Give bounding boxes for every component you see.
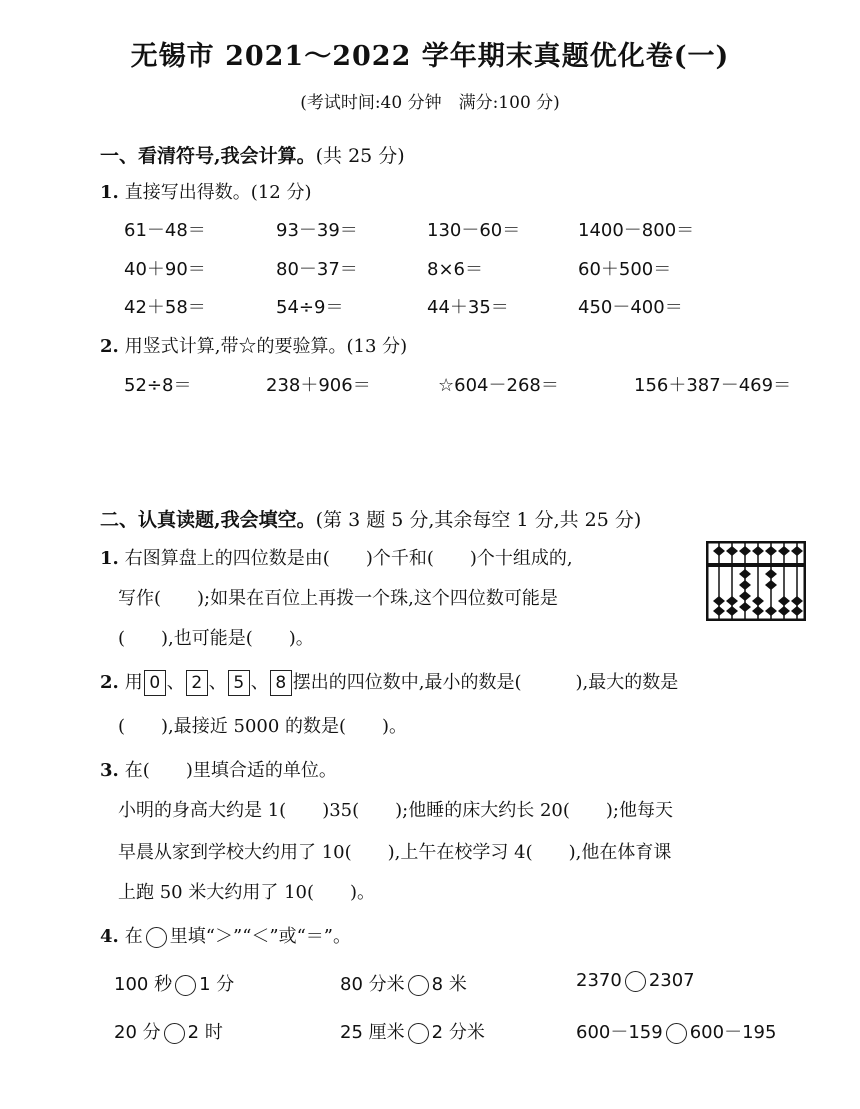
calc-item: 1400－800＝ xyxy=(578,220,695,241)
calc-item: 130－60＝ xyxy=(427,220,521,241)
question-text: 用竖式计算,带☆的要验算。(13 分) xyxy=(124,336,408,357)
calc-item: 156＋387－469＝ xyxy=(634,375,792,396)
question-number: 2. xyxy=(100,336,119,357)
question-2-3 xyxy=(100,756,337,782)
answer-circle[interactable] xyxy=(625,971,646,992)
exam-info: (考试时间:40 分钟 满分:100 分) xyxy=(300,93,560,113)
question-number: 2. xyxy=(100,672,119,693)
digit-card: 8 xyxy=(270,670,292,696)
section-1-heading xyxy=(100,141,405,168)
compare-right: 2 分米 xyxy=(431,1022,485,1043)
question-2-1 xyxy=(100,544,573,570)
calc-item: ☆604－268＝ xyxy=(438,375,559,396)
compare-right: 8 米 xyxy=(431,974,467,995)
question-number: 3. xyxy=(100,760,119,781)
calc-item: 40＋90＝ xyxy=(124,259,206,280)
question-pre: 在 xyxy=(124,926,143,947)
question-line: 写作( );如果在百位上再拨一个珠,这个四位数可能是 xyxy=(118,588,558,609)
calc-item: 238＋906＝ xyxy=(266,375,371,396)
calc-item: 60＋500＝ xyxy=(578,259,672,280)
question-line: ( ),也可能是( )。 xyxy=(118,628,314,649)
question-prefix: 用 xyxy=(124,672,143,693)
question-1-1 xyxy=(100,178,311,204)
question-2-4 xyxy=(100,922,351,948)
calc-item: 44＋35＝ xyxy=(427,297,509,318)
calc-item: 8×6＝ xyxy=(427,259,483,280)
page-title: 无锡市 2021～2022 学年期末真题优化卷(一) xyxy=(130,41,730,72)
question-suffix: 摆出的四位数中,最小的数是( ),最大的数是 xyxy=(292,672,679,693)
compare-item xyxy=(340,970,467,996)
question-1-2 xyxy=(100,332,407,358)
section-2-score: (第 3 题 5 分,其余每空 1 分,共 25 分) xyxy=(315,509,642,531)
calc-item: 42＋58＝ xyxy=(124,297,206,318)
question-line: 小明的身高大约是 1( )35( );他睡的床大约长 20( );他每天 xyxy=(118,800,673,821)
separator: 、 xyxy=(166,672,185,693)
question-line: ( ),最接近 5000 的数是( )。 xyxy=(118,716,408,737)
section-2-heading xyxy=(100,505,641,532)
question-number: 4. xyxy=(100,926,119,947)
abacus-image xyxy=(706,541,806,621)
compare-item xyxy=(576,970,695,992)
calc-item: 93－39＝ xyxy=(276,220,358,241)
compare-left: 80 分米 xyxy=(340,974,405,995)
compare-right: 2 时 xyxy=(187,1022,223,1043)
compare-left: 2370 xyxy=(576,970,622,991)
section-1-score: (共 25 分) xyxy=(315,145,405,167)
compare-right: 1 分 xyxy=(199,974,235,995)
compare-left: 100 秒 xyxy=(114,974,173,995)
separator: 、 xyxy=(250,672,269,693)
question-line: 早晨从家到学校大约用了 10( ),上午在校学习 4( ),他在体育课 xyxy=(118,842,672,863)
compare-left: 25 厘米 xyxy=(340,1022,405,1043)
compare-right: 600－195 xyxy=(689,1022,777,1043)
compare-left: 600－159 xyxy=(576,1022,663,1043)
section-2-title: 二、认真读题,我会填空。 xyxy=(100,509,316,531)
calc-item: 54÷9＝ xyxy=(276,297,344,318)
question-line: 上跑 50 米大约用了 10( )。 xyxy=(118,882,376,903)
compare-right: 2307 xyxy=(648,970,695,991)
question-number: 1. xyxy=(100,548,119,569)
calc-item: 52÷8＝ xyxy=(124,375,192,396)
question-text: 在( )里填合适的单位。 xyxy=(124,760,337,781)
compare-item xyxy=(340,1018,485,1044)
answer-circle[interactable] xyxy=(408,1023,429,1044)
calc-item: 80－37＝ xyxy=(276,259,358,280)
section-1-title: 一、看清符号,我会计算。 xyxy=(100,145,316,167)
compare-circle-icon xyxy=(146,927,167,948)
question-line: 右图算盘上的四位数是由( )个千和( )个十组成的, xyxy=(124,548,573,569)
answer-circle[interactable] xyxy=(408,975,429,996)
digit-card: 2 xyxy=(186,670,208,696)
digit-card: 0 xyxy=(144,670,166,696)
compare-item xyxy=(576,1018,776,1044)
answer-circle[interactable] xyxy=(666,1023,687,1044)
question-2-2 xyxy=(100,668,678,696)
digit-card: 5 xyxy=(228,670,250,696)
separator: 、 xyxy=(208,672,227,693)
question-text: 直接写出得数。(12 分) xyxy=(124,182,312,203)
compare-item xyxy=(114,1018,223,1044)
calc-item: 450－400＝ xyxy=(578,297,683,318)
answer-circle[interactable] xyxy=(164,1023,185,1044)
compare-left: 20 分 xyxy=(114,1022,161,1043)
answer-circle[interactable] xyxy=(175,975,196,996)
calc-item: 61－48＝ xyxy=(124,220,206,241)
question-post: 里填“＞”“＜”或“＝”。 xyxy=(169,926,352,947)
question-number: 1. xyxy=(100,182,119,203)
compare-item xyxy=(114,970,234,996)
